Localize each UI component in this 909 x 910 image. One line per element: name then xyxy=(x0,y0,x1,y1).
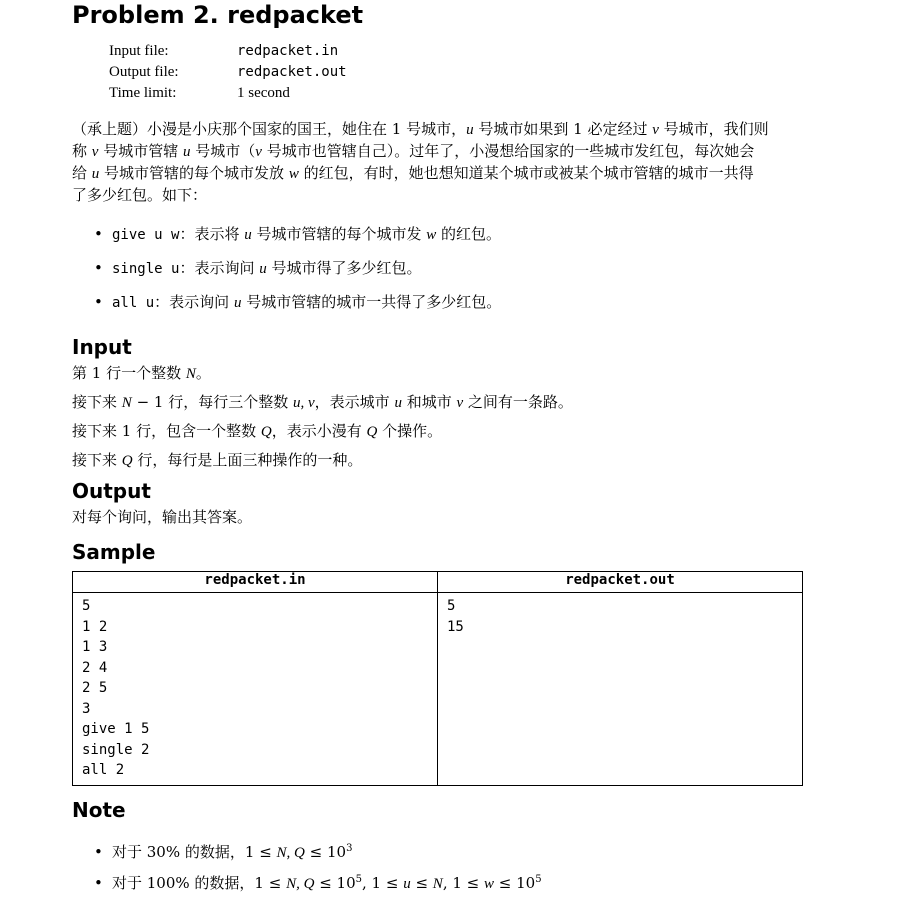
sample-header-row xyxy=(73,572,803,593)
math-var: v xyxy=(91,144,99,160)
math-var: N xyxy=(185,366,196,382)
math-var: u xyxy=(91,166,100,182)
output-file-label: Output file: xyxy=(109,64,179,80)
math-var: N xyxy=(432,876,443,892)
problem-statement xyxy=(72,119,832,206)
math-var: Q xyxy=(366,424,378,440)
math-var: u xyxy=(233,295,242,311)
text: 号城市（ xyxy=(190,142,256,160)
text: 接下来 1 行，包含一个整数 xyxy=(72,422,261,440)
text: ：表示将 xyxy=(179,225,245,243)
math-var: v xyxy=(255,144,262,160)
text: 号城市管辖的每个城市发 xyxy=(251,225,427,243)
math-var: v xyxy=(456,395,464,411)
output-heading: Output xyxy=(72,479,151,503)
text: 号城市得了多少红包。 xyxy=(266,259,422,277)
text: 。 xyxy=(195,364,211,382)
input-line xyxy=(72,362,573,391)
math-var: N, Q xyxy=(276,845,305,861)
sample-input-line: 5 xyxy=(82,598,91,614)
math-var: Q xyxy=(260,424,272,440)
math-var: u xyxy=(403,876,411,892)
text: ≤ 10 xyxy=(304,843,347,861)
sample-heading: Sample xyxy=(72,540,156,564)
math-var: w xyxy=(288,166,299,182)
input-line xyxy=(72,449,573,478)
output-description: 对每个询问，输出其答案。 xyxy=(72,508,253,526)
meta-output-row xyxy=(109,62,347,83)
math-var: w xyxy=(484,876,495,892)
sample-input-line: all 2 xyxy=(82,762,125,778)
math-var: Q xyxy=(121,453,133,469)
text: 号城市管辖 xyxy=(98,142,183,160)
text: 号城市如果到 1 必定经过 xyxy=(473,120,653,138)
input-file-value: redpacket.in xyxy=(237,43,339,59)
sample-output-line: 15 xyxy=(447,618,464,635)
text: ≤ 10 xyxy=(314,874,356,892)
math-var: w xyxy=(426,227,437,243)
input-line xyxy=(72,391,573,420)
math-var: u xyxy=(183,144,191,160)
exponent: 3 xyxy=(346,843,353,854)
sample-input-line: 1 3 xyxy=(82,639,108,655)
text: 对于 30% 的数据，1 ≤ xyxy=(112,843,277,861)
sample-output-cell xyxy=(438,593,803,786)
text: ≤ xyxy=(410,874,433,892)
op-command: give u w xyxy=(112,227,180,243)
sample-output-header: redpacket.out xyxy=(438,572,803,593)
text: , 1 ≤ xyxy=(442,874,484,892)
sample-input-line: single 2 xyxy=(82,741,150,758)
text: 的红包。 xyxy=(436,225,502,243)
sample-input-line: 2 5 xyxy=(82,680,108,696)
text: 第 1 行一个整数 xyxy=(72,364,186,382)
sample-input-line: 2 4 xyxy=(82,659,108,676)
text: 号城市管辖的每个城市发放 xyxy=(99,164,289,182)
math-var: u xyxy=(466,122,474,138)
text: 个操作。 xyxy=(377,422,443,440)
text: 行，每行是上面三种操作的一种。 xyxy=(132,451,363,469)
notes-list xyxy=(72,840,542,902)
exponent: 5 xyxy=(355,874,362,885)
text: 给 xyxy=(72,164,92,182)
statement-line: 了多少红包。如下： xyxy=(72,186,208,204)
text: 的红包，有时，她也想知道某个城市或被某个城市管辖的城市一共得 xyxy=(298,164,754,182)
math-var: v xyxy=(652,122,659,138)
math-var: u, v xyxy=(292,395,315,411)
input-line xyxy=(72,420,573,449)
list-item xyxy=(72,256,501,290)
list-item xyxy=(72,871,542,902)
time-limit-label: Time limit: xyxy=(109,85,177,101)
text: ，表示小漫有 xyxy=(271,422,367,440)
text: ≤ 10 xyxy=(494,874,536,892)
text: 接下来 xyxy=(72,451,122,469)
problem-title: Problem 2. redpacket xyxy=(72,1,364,29)
sample-input-cell xyxy=(73,593,438,786)
statement-line xyxy=(72,141,832,163)
text: 之间有一条路。 xyxy=(463,393,573,411)
text: 号城市也管辖自己）。过年了，小漫想给国家的一些城市发红包，每次她会 xyxy=(261,142,755,160)
sample-body-row xyxy=(73,593,803,786)
list-item xyxy=(72,222,501,256)
sample-output-line: 5 xyxy=(447,598,456,614)
statement-line xyxy=(72,119,832,141)
op-command: all u xyxy=(112,295,155,311)
input-description xyxy=(72,362,573,478)
math-var: u xyxy=(259,261,267,277)
output-file-value: redpacket.out xyxy=(237,64,347,80)
text: （承上题）小漫是小庆那个国家的国王，她住在 1 号城市， xyxy=(72,120,467,138)
text: 号城市管辖的城市一共得了多少红包。 xyxy=(241,293,502,311)
sample-input-line: give 1 5 xyxy=(82,721,150,737)
sample-input-header: redpacket.in xyxy=(73,572,438,593)
operations-list xyxy=(72,222,501,324)
text: − 1 行，每行三个整数 xyxy=(131,393,293,411)
text: , 1 ≤ xyxy=(362,874,404,892)
math-var: u xyxy=(394,395,402,411)
text: 接下来 xyxy=(72,393,122,411)
text: ，表示城市 xyxy=(314,393,395,411)
list-item xyxy=(72,290,501,324)
time-limit-value: 1 second xyxy=(237,85,290,101)
op-command: single u xyxy=(112,261,180,277)
list-item xyxy=(72,840,542,871)
math-var: N xyxy=(121,395,132,411)
sample-input-line: 1 2 xyxy=(82,618,108,635)
meta-time-row xyxy=(109,83,347,104)
input-file-label: Input file: xyxy=(109,43,169,59)
math-var: N, Q xyxy=(286,876,315,892)
text: ：表示询问 xyxy=(179,259,260,277)
math-var: u xyxy=(244,227,252,243)
text: 号城市，我们则 xyxy=(658,120,769,138)
sample-input-line: 3 xyxy=(82,700,91,717)
input-heading: Input xyxy=(72,335,132,359)
text: 和城市 xyxy=(401,393,457,411)
problem-meta xyxy=(109,41,347,104)
text: 对于 100% 的数据，1 ≤ xyxy=(112,874,287,892)
exponent: 5 xyxy=(535,874,542,885)
text: 称 xyxy=(72,142,92,160)
sample-table xyxy=(72,571,803,786)
meta-input-row xyxy=(109,41,347,62)
note-heading: Note xyxy=(72,798,126,822)
statement-line xyxy=(72,163,832,185)
text: ：表示询问 xyxy=(154,293,234,311)
